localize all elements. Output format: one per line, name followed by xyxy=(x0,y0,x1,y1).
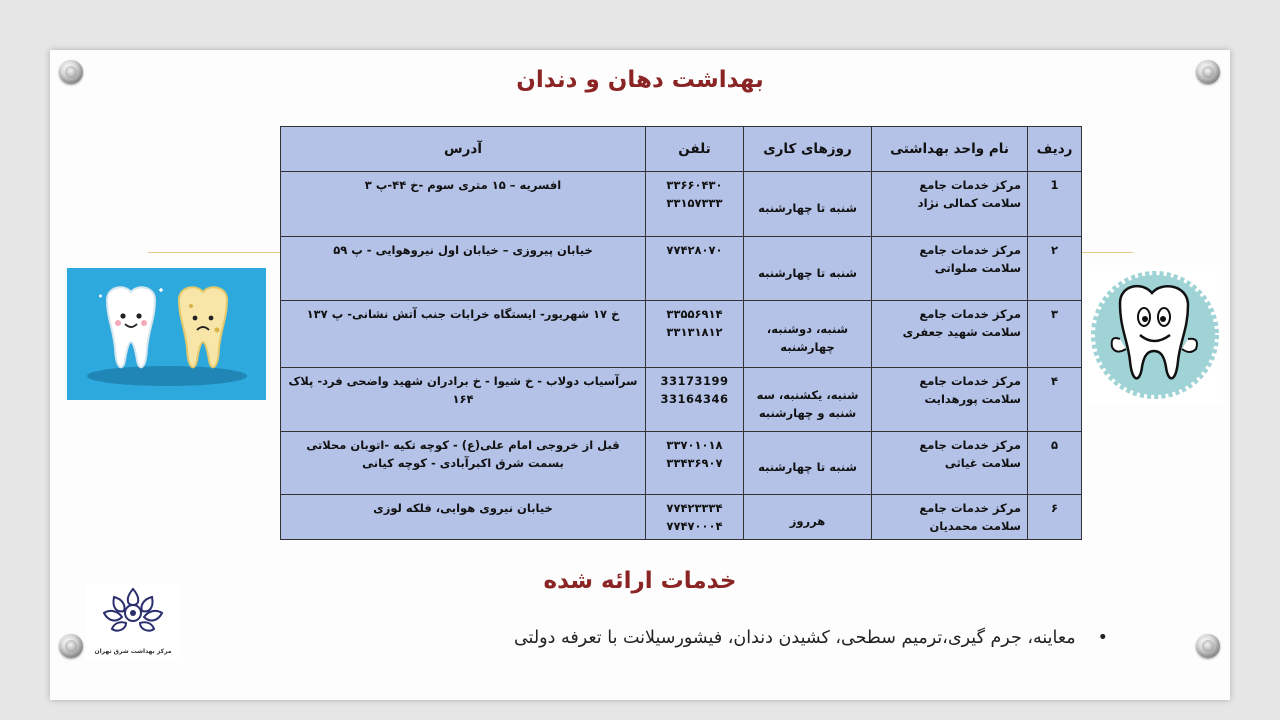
phone-cell xyxy=(646,495,744,540)
services-text: معاینه، جرم گیری،ترمیم سطحی، کشیدن دندان، فیشورسیلانت با تعرفه دولتی xyxy=(513,628,1076,648)
lotus-logo-icon xyxy=(86,583,180,645)
phone-cell xyxy=(646,301,744,368)
screw-bottom-right-icon xyxy=(1196,634,1220,658)
phone-secondary: ۳۳۱۳۱۸۱۲ xyxy=(666,325,723,339)
table-header-row xyxy=(281,127,1082,172)
phone-secondary: ۳۳۱۵۷۳۳۳ xyxy=(666,196,723,210)
unit-name: مرکز خدمات جامع سلامت پورهدایت xyxy=(872,368,1028,432)
page-title: بهداشت دهان و دندان xyxy=(516,67,764,93)
phone-primary: ۳۳۷۰۱۰۱۸ xyxy=(666,438,723,452)
divider-right xyxy=(1081,252,1133,253)
table-row xyxy=(281,368,1082,432)
phone-primary: ۳۳۵۵۶۹۱۴ xyxy=(666,307,723,321)
health-units-table xyxy=(280,126,1082,540)
address: خیابان نیروی هوایی، فلکه لوزی xyxy=(281,495,646,540)
row-number: 1 xyxy=(1028,172,1082,237)
working-days: شنبه تا چهارشنبه xyxy=(744,432,872,495)
table-row xyxy=(281,495,1082,540)
phone-primary: ۷۷۴۲۸۰۷۰ xyxy=(666,243,723,257)
table-row xyxy=(281,301,1082,368)
row-number: ۴ xyxy=(1028,368,1082,432)
phone-secondary: ۳۳۴۳۶۹۰۷ xyxy=(666,456,723,470)
unit-name: مرکز خدمات جامع سلامت محمدیان xyxy=(872,495,1028,540)
working-days: شنبه تا چهارشنبه xyxy=(744,172,872,237)
address: قبل از خروجی امام علی(ع) - کوچه تکیه -اتوبان محلاتی بسمت شرق اکبرآبادی - کوچه کیانی xyxy=(281,432,646,495)
tooth-character-illustration xyxy=(1088,265,1223,403)
header-address: آدرس xyxy=(281,127,646,172)
working-days: هرروز xyxy=(744,495,872,540)
row-number: ۳ xyxy=(1028,301,1082,368)
address: سرآسیاب دولاب - خ شیوا - خ برادران شهید واضحی فرد- پلاک ۱۶۴ xyxy=(281,368,646,432)
address: خ ۱۷ شهریور- ایستگاه خرابات جنب آتش نشانی- پ ۱۳۷ xyxy=(281,301,646,368)
teeth-illustration xyxy=(67,268,266,400)
row-number: ۲ xyxy=(1028,237,1082,301)
logo-caption: مرکز بهداشت شرق تهران xyxy=(94,648,172,655)
divider-left xyxy=(148,252,280,253)
header-row-number: ردیف xyxy=(1028,127,1082,172)
header-working-days: روزهای کاری xyxy=(744,127,872,172)
working-days: شنبه، دوشنبه، چهارشنبه xyxy=(744,301,872,368)
services-title: خدمات ارائه شده xyxy=(543,568,737,594)
phone-primary: ۷۷۴۲۳۳۳۴ xyxy=(666,501,723,515)
row-number: ۵ xyxy=(1028,432,1082,495)
phone-cell xyxy=(646,432,744,495)
bullet-icon: • xyxy=(1097,628,1108,648)
working-days: شنبه تا چهارشنبه xyxy=(744,237,872,301)
address: خیابان پیروزی – خیابان اول نیروهوایی - پ ۵۹ xyxy=(281,237,646,301)
row-number: ۶ xyxy=(1028,495,1082,540)
phone-cell xyxy=(646,172,744,237)
screw-bottom-left-icon xyxy=(59,634,83,658)
unit-name: مرکز خدمات جامع سلامت صلواتی xyxy=(872,237,1028,301)
phone-cell xyxy=(646,237,744,301)
healthy-and-decayed-teeth-icon xyxy=(67,268,266,400)
working-days: شنبه، یکشنبه، سه شنبه و چهارشنبه xyxy=(744,368,872,432)
phone-primary: ۳۳۶۶۰۴۳۰ xyxy=(666,178,723,192)
header-unit-name: نام واحد بهداشتی xyxy=(872,127,1028,172)
unit-name: مرکز خدمات جامع سلامت غیاثی xyxy=(872,432,1028,495)
table-row xyxy=(281,432,1082,495)
unit-name: مرکز خدمات جامع سلامت کمالی نژاد xyxy=(872,172,1028,237)
smiling-tooth-badge-icon xyxy=(1088,265,1223,403)
table-row xyxy=(281,172,1082,237)
table-row xyxy=(281,237,1082,301)
phone-primary: 33173199 xyxy=(660,374,729,388)
organization-logo xyxy=(86,583,180,659)
unit-name: مرکز خدمات جامع سلامت شهید جعفری xyxy=(872,301,1028,368)
phone-secondary: 33164346 xyxy=(660,392,729,406)
services-list-item xyxy=(514,628,1108,648)
address: افسریه – ۱۵ متری سوم -خ ۴۴-پ ۳ xyxy=(281,172,646,237)
phone-cell xyxy=(646,368,744,432)
header-phone: تلفن xyxy=(646,127,744,172)
phone-secondary: ۷۷۴۷۰۰۰۴ xyxy=(666,519,723,533)
